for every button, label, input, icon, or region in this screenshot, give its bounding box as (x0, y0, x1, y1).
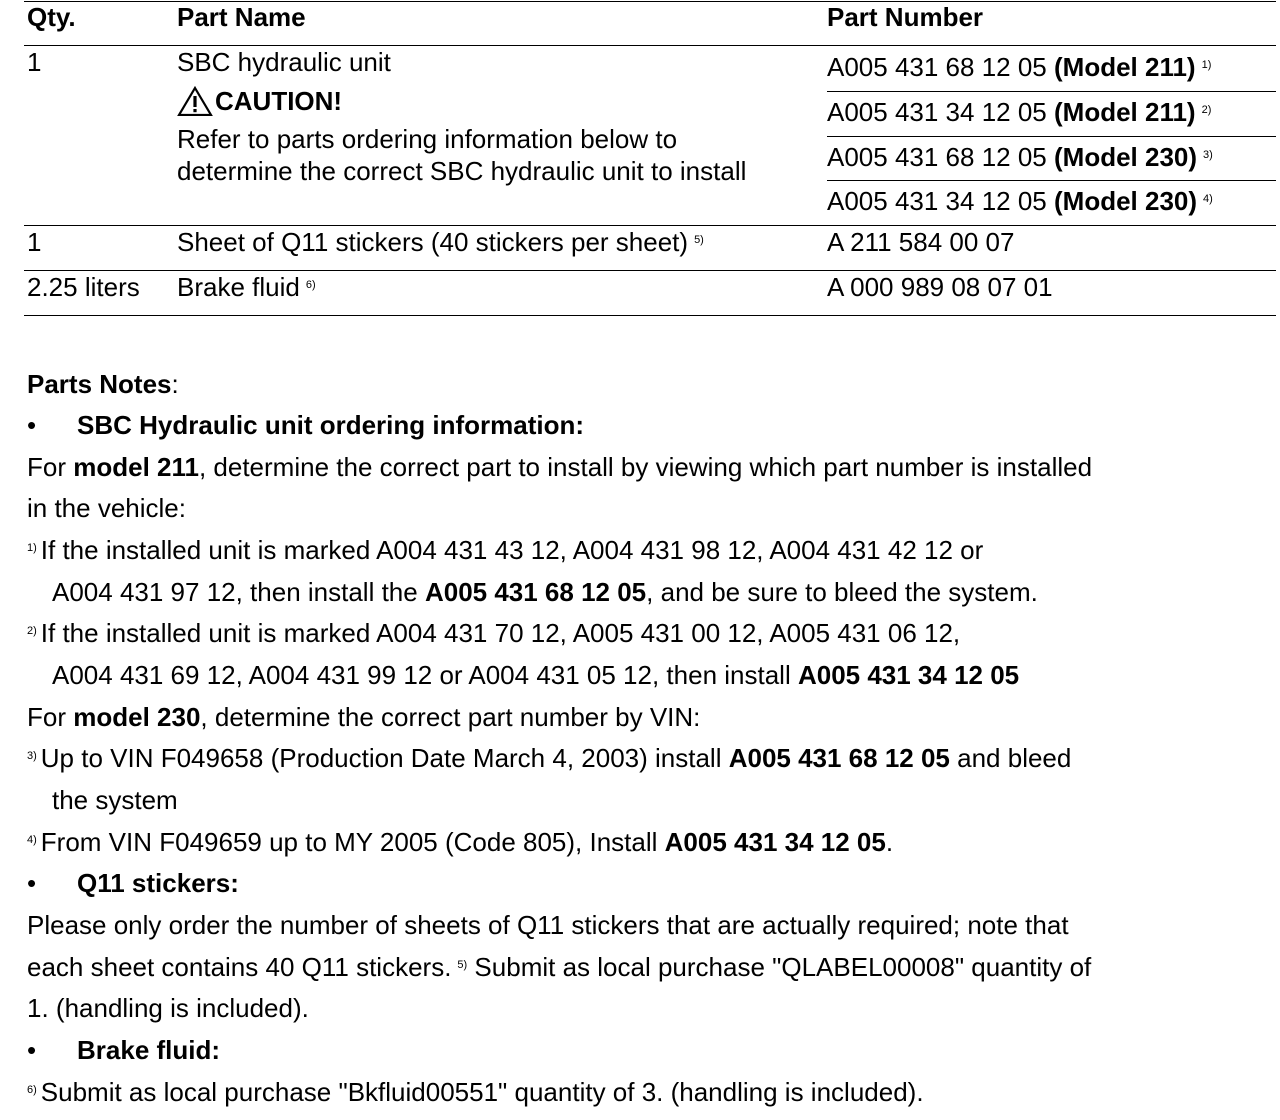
footnote-ref: 5) (694, 234, 704, 246)
footnote-mark: 6) (27, 1084, 37, 1096)
text: A004 431 69 12, A004 431 99 12 or A004 431 05 12, then install (52, 660, 798, 690)
footnote-2 (27, 618, 960, 648)
bullet-icon: • (27, 1035, 37, 1065)
caution-text-line1: Refer to parts ordering information below to (177, 124, 678, 154)
part-number: A005 431 34 12 05 (827, 97, 1047, 127)
bullet-icon: • (27, 410, 37, 440)
header-qty: Qty. (27, 2, 76, 32)
part-number: A005 431 34 12 05 (827, 186, 1047, 216)
row3-part-name (177, 272, 316, 302)
warning-triangle-icon (177, 86, 213, 116)
footnote-ref: 1) (1201, 59, 1212, 71)
part-number-bold: A005 431 34 12 05 (797, 660, 1020, 690)
footnote-6 (27, 1077, 924, 1107)
part-number-entry (827, 180, 1276, 225)
header-rule (24, 45, 1276, 46)
footnote-ref: 2) (1201, 104, 1212, 116)
row2-part-name (177, 227, 704, 257)
row1-part-name: SBC hydraulic unit (177, 47, 391, 77)
footnote-mark: 1) (27, 542, 37, 554)
brake-fluid-title: Brake fluid: (77, 1035, 221, 1065)
row3-part-number: A 000 989 08 07 01 (827, 272, 1053, 302)
footnote-ref: 4) (1203, 193, 1213, 205)
q11-line2 (27, 952, 1091, 982)
model211-intro-line2: in the vehicle: (27, 493, 186, 523)
heading-colon: : (171, 369, 179, 399)
text: . (885, 827, 894, 857)
part-number: A005 431 68 12 05 (827, 142, 1047, 172)
part-name-text: Sheet of Q11 stickers (40 stickers per sheet) (177, 227, 689, 257)
text: For (27, 702, 74, 732)
text: , determine the correct part number by VIN: (200, 702, 701, 732)
row-rule (24, 270, 1276, 271)
row3-qty: 2.25 liters (27, 272, 140, 302)
header-part-number: Part Number (827, 2, 984, 32)
footnote-3-line2: the system (52, 785, 178, 815)
text: , determine the correct part to install by viewing which part number is installed (198, 452, 1093, 482)
part-number: A005 431 68 12 05 (827, 52, 1047, 82)
header-part-name: Part Name (177, 2, 306, 32)
part-number-bold: A005 431 68 12 05 (728, 743, 950, 773)
model-label: (Model 230) (1054, 186, 1198, 216)
row-rule (24, 225, 1276, 226)
text: Submit as local purchase "Bkfluid00551" quantity of 3. (handling is included). (40, 1077, 924, 1107)
part-number-bold: A005 431 34 12 05 (664, 827, 886, 857)
model-label: (Model 211) (1054, 97, 1196, 127)
footnote-1 (27, 535, 983, 565)
bullet-icon: • (27, 868, 37, 898)
footnote-mark: 3) (27, 750, 37, 762)
row1-qty: 1 (27, 47, 42, 77)
footnote-mark: 5) (457, 959, 468, 971)
caution-title (177, 86, 342, 116)
row2-qty: 1 (27, 227, 42, 257)
sbc-title: SBC Hydraulic unit ordering information: (77, 410, 585, 440)
table-bottom-rule (24, 315, 1276, 316)
part-number-entry (827, 136, 1276, 181)
text: Submit as local purchase "QLABEL00008" quantity of (467, 952, 1092, 982)
q11-title: Q11 stickers: (77, 868, 239, 898)
text: , and be sure to bleed the system. (646, 577, 1038, 607)
part-name-text: Brake fluid (177, 272, 300, 302)
footnote-ref: 6) (305, 279, 316, 291)
model-label: (Model 230) (1054, 142, 1198, 172)
model211-intro (27, 452, 1092, 482)
text: For (27, 452, 74, 482)
text: Up to VIN F049658 (Production Date March 4, 2003) install (40, 743, 729, 773)
parts-notes-title: Parts Notes (27, 369, 172, 399)
caution-label: CAUTION! (215, 86, 343, 116)
row2-part-number: A 211 584 00 07 (827, 227, 1015, 257)
text: From VIN F049659 up to MY 2005 (Code 805), Install (40, 827, 665, 857)
bullet-brake-fluid (27, 1035, 220, 1065)
model-label: (Model 211) (1054, 52, 1196, 82)
footnote-3 (27, 743, 1071, 773)
footnote-2-line2 (52, 660, 1019, 690)
text: If the installed unit is marked A004 431 43 12, A004 431 98 12, A004 431 42 12 or (40, 535, 984, 565)
footnote-mark: 2) (27, 625, 37, 637)
caution-text-line2: determine the correct SBC hydraulic unit to install (177, 156, 747, 186)
model-211-label: model 211 (73, 452, 199, 482)
bullet-q11 (27, 868, 239, 898)
model-230-label: model 230 (73, 702, 201, 732)
text: If the installed unit is marked A004 431 70 12, A005 431 00 12, A005 431 06 12, (40, 618, 961, 648)
text: and bleed (949, 743, 1072, 773)
footnote-ref: 3) (1203, 149, 1213, 161)
footnote-4 (27, 827, 893, 857)
footnote-1-line2 (52, 577, 1038, 607)
text: A004 431 97 12, then install the (52, 577, 425, 607)
model230-intro (27, 702, 700, 732)
q11-line1: Please only order the number of sheets of Q11 stickers that are actually required; note that (27, 910, 1069, 940)
text: each sheet contains 40 Q11 stickers. (27, 952, 452, 982)
bullet-sbc (27, 410, 584, 440)
part-number-bold: A005 431 68 12 05 (424, 577, 647, 607)
parts-notes-heading (27, 369, 179, 399)
part-number-entry (827, 47, 1276, 91)
q11-line3: 1. (handling is included). (27, 993, 309, 1023)
footnote-mark: 4) (27, 834, 37, 846)
part-number-entry (827, 91, 1276, 136)
